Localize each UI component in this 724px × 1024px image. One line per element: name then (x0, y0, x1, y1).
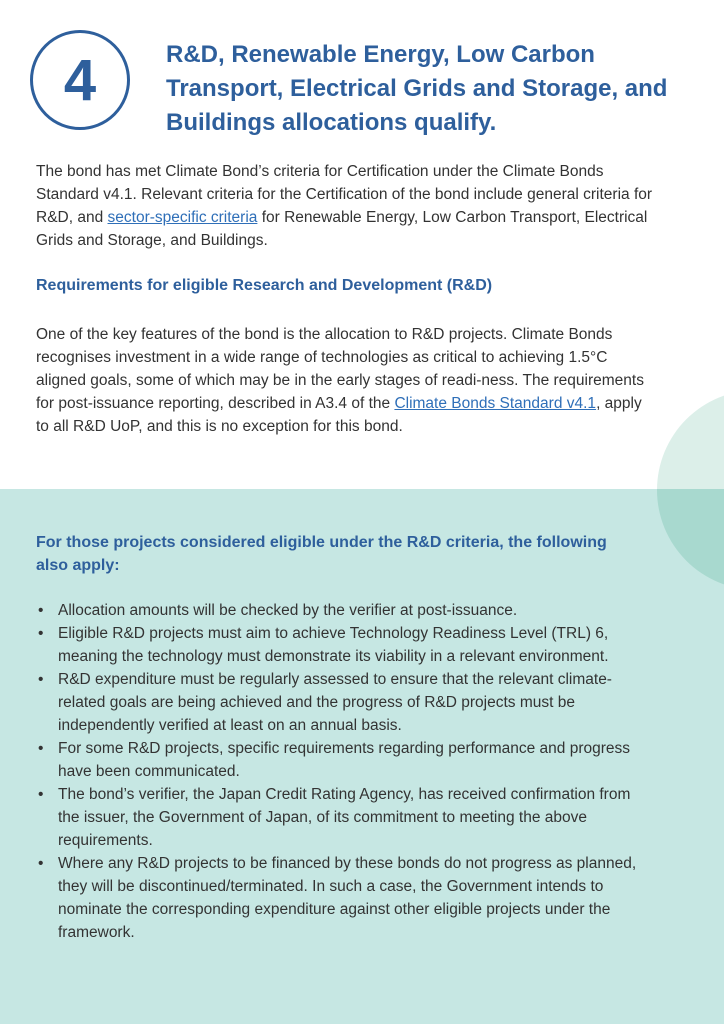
list-item (36, 599, 656, 622)
intro-text-start: The bond has met Climate Bond’s criteria for Certification under the Climate Bonds Standard v4.1. Relevant criteria for the Certification of the bond include general criteria for R&D, and (36, 163, 653, 226)
rd-text-start: One of the key features of the bond is the allocation to R&D projects. Climate Bonds recognises investment in a wide range of technologies as critical to achieving 1.5°C aligned goals, some of which may be in the early stages of readi-ness. The requirements for post-issuance reporting, described in A3.4 of the (36, 326, 644, 412)
requirements-list (36, 599, 656, 944)
list-item-text: The bond’s verifier, the Japan Credit Rating Agency, has received confirmation from the issuer, the Government of Japan, of its commitment to meeting the above requirements. (58, 786, 631, 849)
list-item-text: Allocation amounts will be checked by the verifier at post-issuance. (58, 602, 518, 619)
list-item-text: For some R&D projects, specific requirements regarding performance and progress have been communicated. (58, 740, 631, 780)
list-item (36, 852, 656, 944)
eligible-projects-heading: For those projects considered eligible under the R&D criteria, the following also apply: (36, 534, 607, 574)
climate-bonds-standard-link[interactable]: Climate Bonds Standard v4.1 (394, 395, 597, 412)
bullet-icon: • (38, 602, 44, 619)
list-item (36, 668, 656, 737)
bullet-icon: • (38, 671, 44, 688)
rd-requirements-heading: Requirements for eligible Research and Development (R&D) (36, 277, 493, 294)
list-item-text: Where any R&D projects to be financed by these bonds do not progress as planned, they will be discontinued/terminated. In such a case, the Government intends to nominate the corresponding expenditure against other eligible projects under the framework. (58, 855, 637, 941)
bullet-icon: • (38, 855, 44, 872)
bullet-icon: • (38, 786, 44, 803)
sector-specific-criteria-link[interactable]: sector-specific criteria (107, 209, 258, 226)
bullet-icon: • (38, 740, 44, 757)
list-item (36, 622, 656, 668)
list-item-text: R&D expenditure must be regularly assessed to ensure that the relevant climate-related goals are being achieved and the progress of R&D projects must be independently verified at least on an annual basis. (58, 671, 612, 734)
intro-paragraph (36, 160, 656, 252)
rd-text-end: , apply to all R&D UoP, and this is no exception for this bond. (36, 395, 642, 435)
section-number-badge: 4 (30, 30, 130, 130)
bullet-icon: • (38, 625, 44, 642)
list-item-text: Eligible R&D projects must aim to achieve Technology Readiness Level (TRL) 6, meaning the technology must demonstrate its viability in a relevant environment. (58, 625, 609, 665)
section-header (30, 30, 690, 150)
intro-text-end: for Renewable Energy, Low Carbon Transport, Electrical Grids and Storage, and Buildings. (36, 209, 648, 249)
list-item (36, 737, 656, 783)
rd-paragraph (36, 323, 654, 438)
section-title: R&D, Renewable Energy, Low Carbon Transport, Electrical Grids and Storage, and Buildings allocations qualify. (166, 41, 668, 136)
list-item (36, 783, 656, 852)
